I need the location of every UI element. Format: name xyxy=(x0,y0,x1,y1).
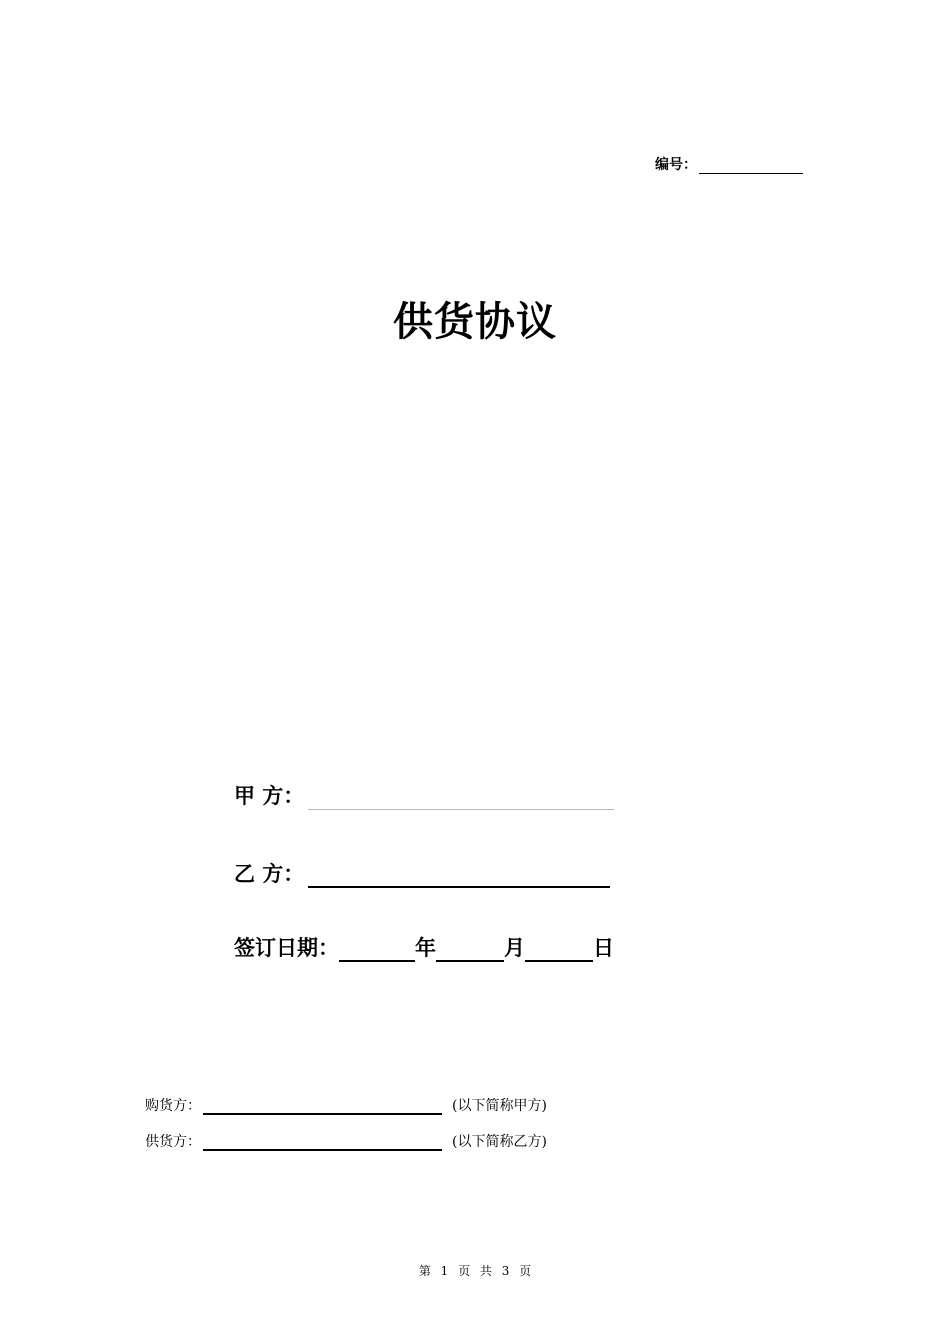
page-number: 第 1 页 共 3 页 xyxy=(418,1264,532,1278)
party-b-row xyxy=(234,858,610,888)
supplier-note: (以下简称乙方) xyxy=(452,1134,547,1150)
buyer-blank[interactable] xyxy=(203,1099,442,1115)
serial-number-blank[interactable] xyxy=(699,159,803,174)
party-a-row xyxy=(234,780,614,810)
party-a-blank[interactable] xyxy=(308,789,614,810)
sign-day-blank[interactable] xyxy=(525,940,593,962)
supplier-blank[interactable] xyxy=(203,1135,442,1151)
document-title: 供货协议 xyxy=(393,299,557,345)
month-label: 月 xyxy=(504,936,525,960)
day-label: 日 xyxy=(593,936,614,960)
serial-number-label: 编号： xyxy=(655,157,697,173)
supplier-label: 供货方： xyxy=(145,1134,201,1150)
sign-year-blank[interactable] xyxy=(339,940,415,962)
buyer-row xyxy=(145,1095,547,1115)
buyer-note: (以下简称甲方) xyxy=(452,1098,547,1114)
serial-number-field xyxy=(655,154,803,174)
sign-date-label: 签订日期： xyxy=(234,936,339,960)
party-a-label: 甲 方： xyxy=(234,784,305,808)
sign-month-blank[interactable] xyxy=(436,940,504,962)
buyer-label: 购货方： xyxy=(145,1098,201,1114)
party-b-label: 乙 方： xyxy=(234,862,305,886)
party-b-blank[interactable] xyxy=(308,866,610,888)
sign-date-row xyxy=(234,932,614,962)
supplier-row xyxy=(145,1131,547,1151)
year-label: 年 xyxy=(415,936,436,960)
